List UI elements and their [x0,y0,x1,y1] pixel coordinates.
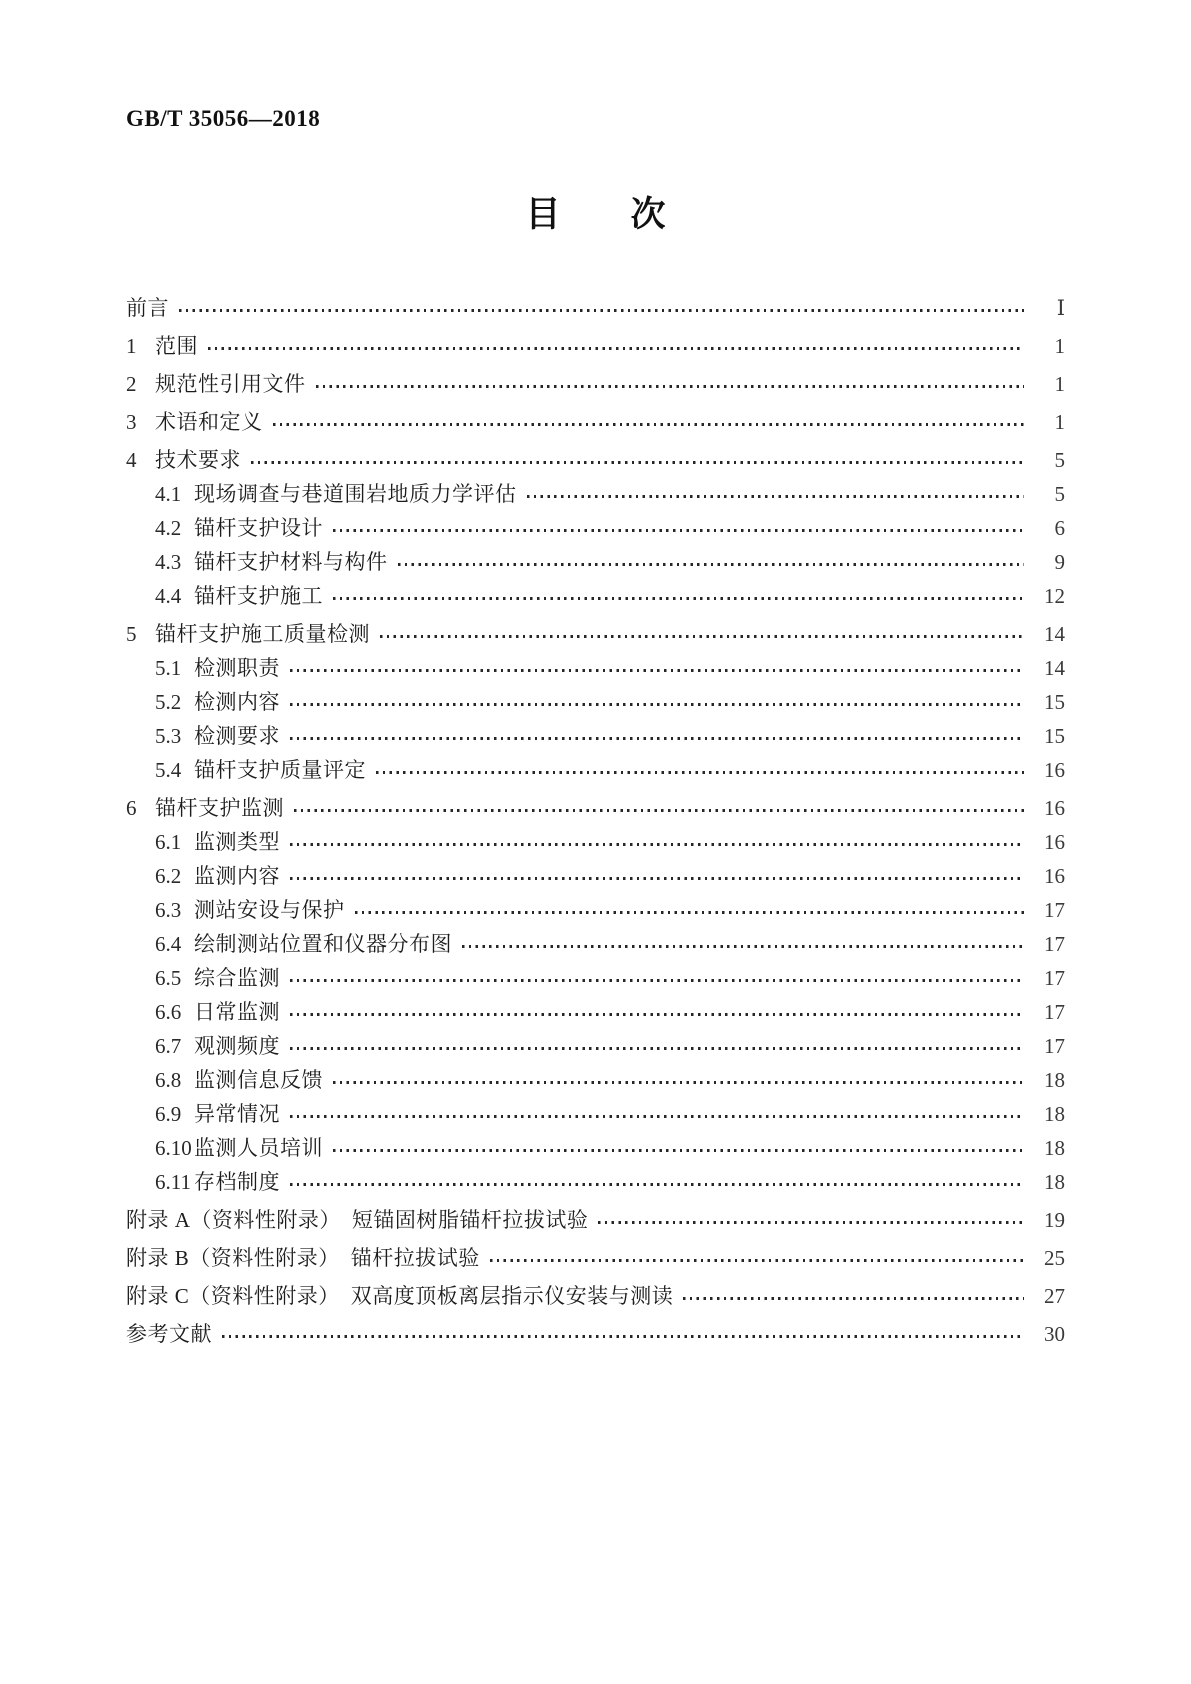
toc-entry-label: 附录 C（资料性附录） 双高度顶板离层指示仪安装与测读 [126,1283,674,1308]
toc-entry-label: 技术要求 [155,447,241,472]
toc-entry-label: 异常情况 [194,1101,280,1126]
toc-entry-page: 17 [1044,931,1065,956]
toc-entry-page: 17 [1044,1033,1065,1058]
toc-entry-number: 5.1 [155,655,182,680]
toc-entry-page: 5 [1054,447,1065,472]
toc-entry-page: 12 [1044,583,1065,608]
toc-entry [126,651,1065,685]
dot-leader [462,945,1024,948]
toc-entry-page: 18 [1044,1135,1065,1160]
dot-leader [333,529,1024,532]
standard-number: GB/T 35056—2018 [126,106,321,131]
toc-entry-page: 6 [1054,515,1065,540]
toc-entry-number: 6.7 [155,1033,182,1058]
toc-entry-label: 锚杆支护施工 [194,583,323,608]
toc-entry-page: 30 [1044,1321,1065,1346]
toc-entry [126,825,1065,859]
dot-leader [251,461,1024,464]
toc-entry-page: 16 [1044,757,1065,782]
dot-leader [355,911,1025,914]
dot-leader [333,1081,1024,1084]
dot-leader [490,1259,1024,1262]
toc-entry-number: 3 [126,409,137,434]
dot-leader [380,635,1024,638]
toc-entry-label: 范围 [155,333,198,358]
toc-entry-number: 6.3 [155,897,182,922]
dot-leader [290,979,1024,982]
toc-entry-page: 17 [1044,965,1065,990]
toc-entry-page: 19 [1044,1207,1065,1232]
toc-entry-page: 5 [1054,481,1065,506]
dot-leader [376,771,1024,774]
toc-entry-page: 16 [1044,863,1065,888]
toc-entry-page: 15 [1044,689,1065,714]
toc-entry-label: 存档制度 [194,1169,280,1194]
page-header [126,106,1065,132]
toc-entry [126,1131,1065,1165]
toc-entry-label: 锚杆支护材料与构件 [194,549,388,574]
toc-entry-page: 15 [1044,723,1065,748]
toc-entry [126,1203,1065,1237]
toc-entry [126,1165,1065,1199]
toc-entry [126,995,1065,1029]
toc-entry [126,291,1065,325]
dot-leader [290,669,1024,672]
toc-entry [126,927,1065,961]
dot-leader [290,1047,1024,1050]
dot-leader [273,423,1025,426]
toc-entry-label: 锚杆支护质量评定 [194,757,366,782]
toc-entry-page: 17 [1044,897,1065,922]
toc-entry-number: 4.3 [155,549,182,574]
toc-entry [126,685,1065,719]
toc-entry [126,1279,1065,1313]
toc-entry-page: Ⅰ [1056,295,1065,320]
toc-entry-label: 参考文献 [126,1321,212,1346]
toc-entry-label: 现场调查与巷道围岩地质力学评估 [194,481,517,506]
toc-entry-number: 4.1 [155,481,182,506]
toc-entry-label: 综合监测 [194,965,280,990]
toc-entry [126,961,1065,995]
toc-entry [126,1317,1065,1351]
toc-entry-label: 监测内容 [194,863,280,888]
toc-entry-number: 6.8 [155,1067,182,1092]
toc-entry-page: 18 [1044,1101,1065,1126]
toc-entry-label: 观测频度 [194,1033,280,1058]
toc-entry [126,1097,1065,1131]
dot-leader [290,1183,1024,1186]
toc-entry-label: 监测类型 [194,829,280,854]
toc-entry-page: 16 [1044,829,1065,854]
toc-entry-number: 4 [126,447,137,472]
toc-entry [126,405,1065,439]
toc-entry-number: 5.2 [155,689,182,714]
toc-entry-label: 附录 A（资料性附录） 短锚固树脂锚杆拉拔试验 [126,1207,589,1232]
toc-entry-page: 18 [1044,1169,1065,1194]
toc-entry [126,791,1065,825]
toc-entry-number: 6.9 [155,1101,182,1126]
dot-leader [290,1013,1024,1016]
toc-entry-number: 6.10 [155,1135,192,1160]
toc-entry [126,1029,1065,1063]
toc-entry-number: 5 [126,621,137,646]
toc-entry-page: 1 [1054,333,1065,358]
toc-entry [126,329,1065,363]
toc-entry [126,511,1065,545]
toc-entry-label: 前言 [126,295,169,320]
toc-entry-page: 14 [1044,655,1065,680]
toc-entry-label: 术语和定义 [155,409,263,434]
toc-entry-label: 绘制测站位置和仪器分布图 [194,931,452,956]
toc-entry [126,893,1065,927]
toc-entry-number: 5.3 [155,723,182,748]
dot-leader [290,1115,1024,1118]
toc-entry-label: 检测内容 [194,689,280,714]
toc-entry-number: 6.1 [155,829,182,854]
toc-entry-label: 检测职责 [194,655,280,680]
toc-entry-number: 6 [126,795,137,820]
dot-leader [527,495,1025,498]
toc-entry-label: 监测信息反馈 [194,1067,323,1092]
toc-entry [126,579,1065,613]
toc-entry [126,1241,1065,1275]
toc-entry-number: 4.4 [155,583,182,608]
toc-entry-label: 监测人员培训 [194,1135,323,1160]
toc-entry-label: 检测要求 [194,723,280,748]
toc-entry-number: 6.11 [155,1169,191,1194]
dot-leader [290,843,1024,846]
toc-entry-number: 6.4 [155,931,182,956]
toc-entry-number: 5.4 [155,757,182,782]
dot-leader [290,703,1024,706]
toc-entry-number: 4.2 [155,515,182,540]
dot-leader [316,385,1025,388]
dot-leader [683,1297,1024,1300]
dot-leader [208,347,1024,350]
dot-leader [290,737,1024,740]
toc-entry-number: 6.5 [155,965,182,990]
dot-leader [333,597,1024,600]
toc-entry [126,617,1065,651]
dot-leader [398,563,1025,566]
toc-entry [126,1063,1065,1097]
dot-leader [290,877,1024,880]
dot-leader [179,309,1024,312]
toc-entry-number: 6.2 [155,863,182,888]
toc-entry-number: 6.6 [155,999,182,1024]
toc-entry [126,477,1065,511]
toc-entry-number: 1 [126,333,137,358]
toc-entry [126,753,1065,787]
toc-entry [126,367,1065,401]
toc-entry [126,443,1065,477]
dot-leader [294,809,1024,812]
toc-entry-label: 锚杆支护施工质量检测 [155,621,370,646]
dot-leader [598,1221,1024,1224]
page-title: 目 次 [525,195,666,234]
toc-list [126,291,1065,1351]
toc-entry-page: 27 [1044,1283,1065,1308]
toc-entry [126,719,1065,753]
toc-entry-page: 25 [1044,1245,1065,1270]
toc-entry-label: 锚杆支护监测 [155,795,284,820]
toc-entry-page: 17 [1044,999,1065,1024]
dot-leader [333,1149,1024,1152]
dot-leader [222,1335,1024,1338]
toc-entry-label: 测站安设与保护 [194,897,345,922]
toc-entry-page: 1 [1054,409,1065,434]
toc-entry-page: 14 [1044,621,1065,646]
toc-entry-number: 2 [126,371,137,396]
toc-entry-page: 16 [1044,795,1065,820]
toc-entry-page: 1 [1054,371,1065,396]
toc-entry-label: 锚杆支护设计 [194,515,323,540]
toc-entry-page: 9 [1054,549,1065,574]
toc-entry-label: 日常监测 [194,999,280,1024]
toc-entry [126,859,1065,893]
toc-entry-label: 附录 B（资料性附录） 锚杆拉拔试验 [126,1245,480,1270]
toc-entry [126,545,1065,579]
toc-entry-label: 规范性引用文件 [155,371,306,396]
toc-entry-page: 18 [1044,1067,1065,1092]
